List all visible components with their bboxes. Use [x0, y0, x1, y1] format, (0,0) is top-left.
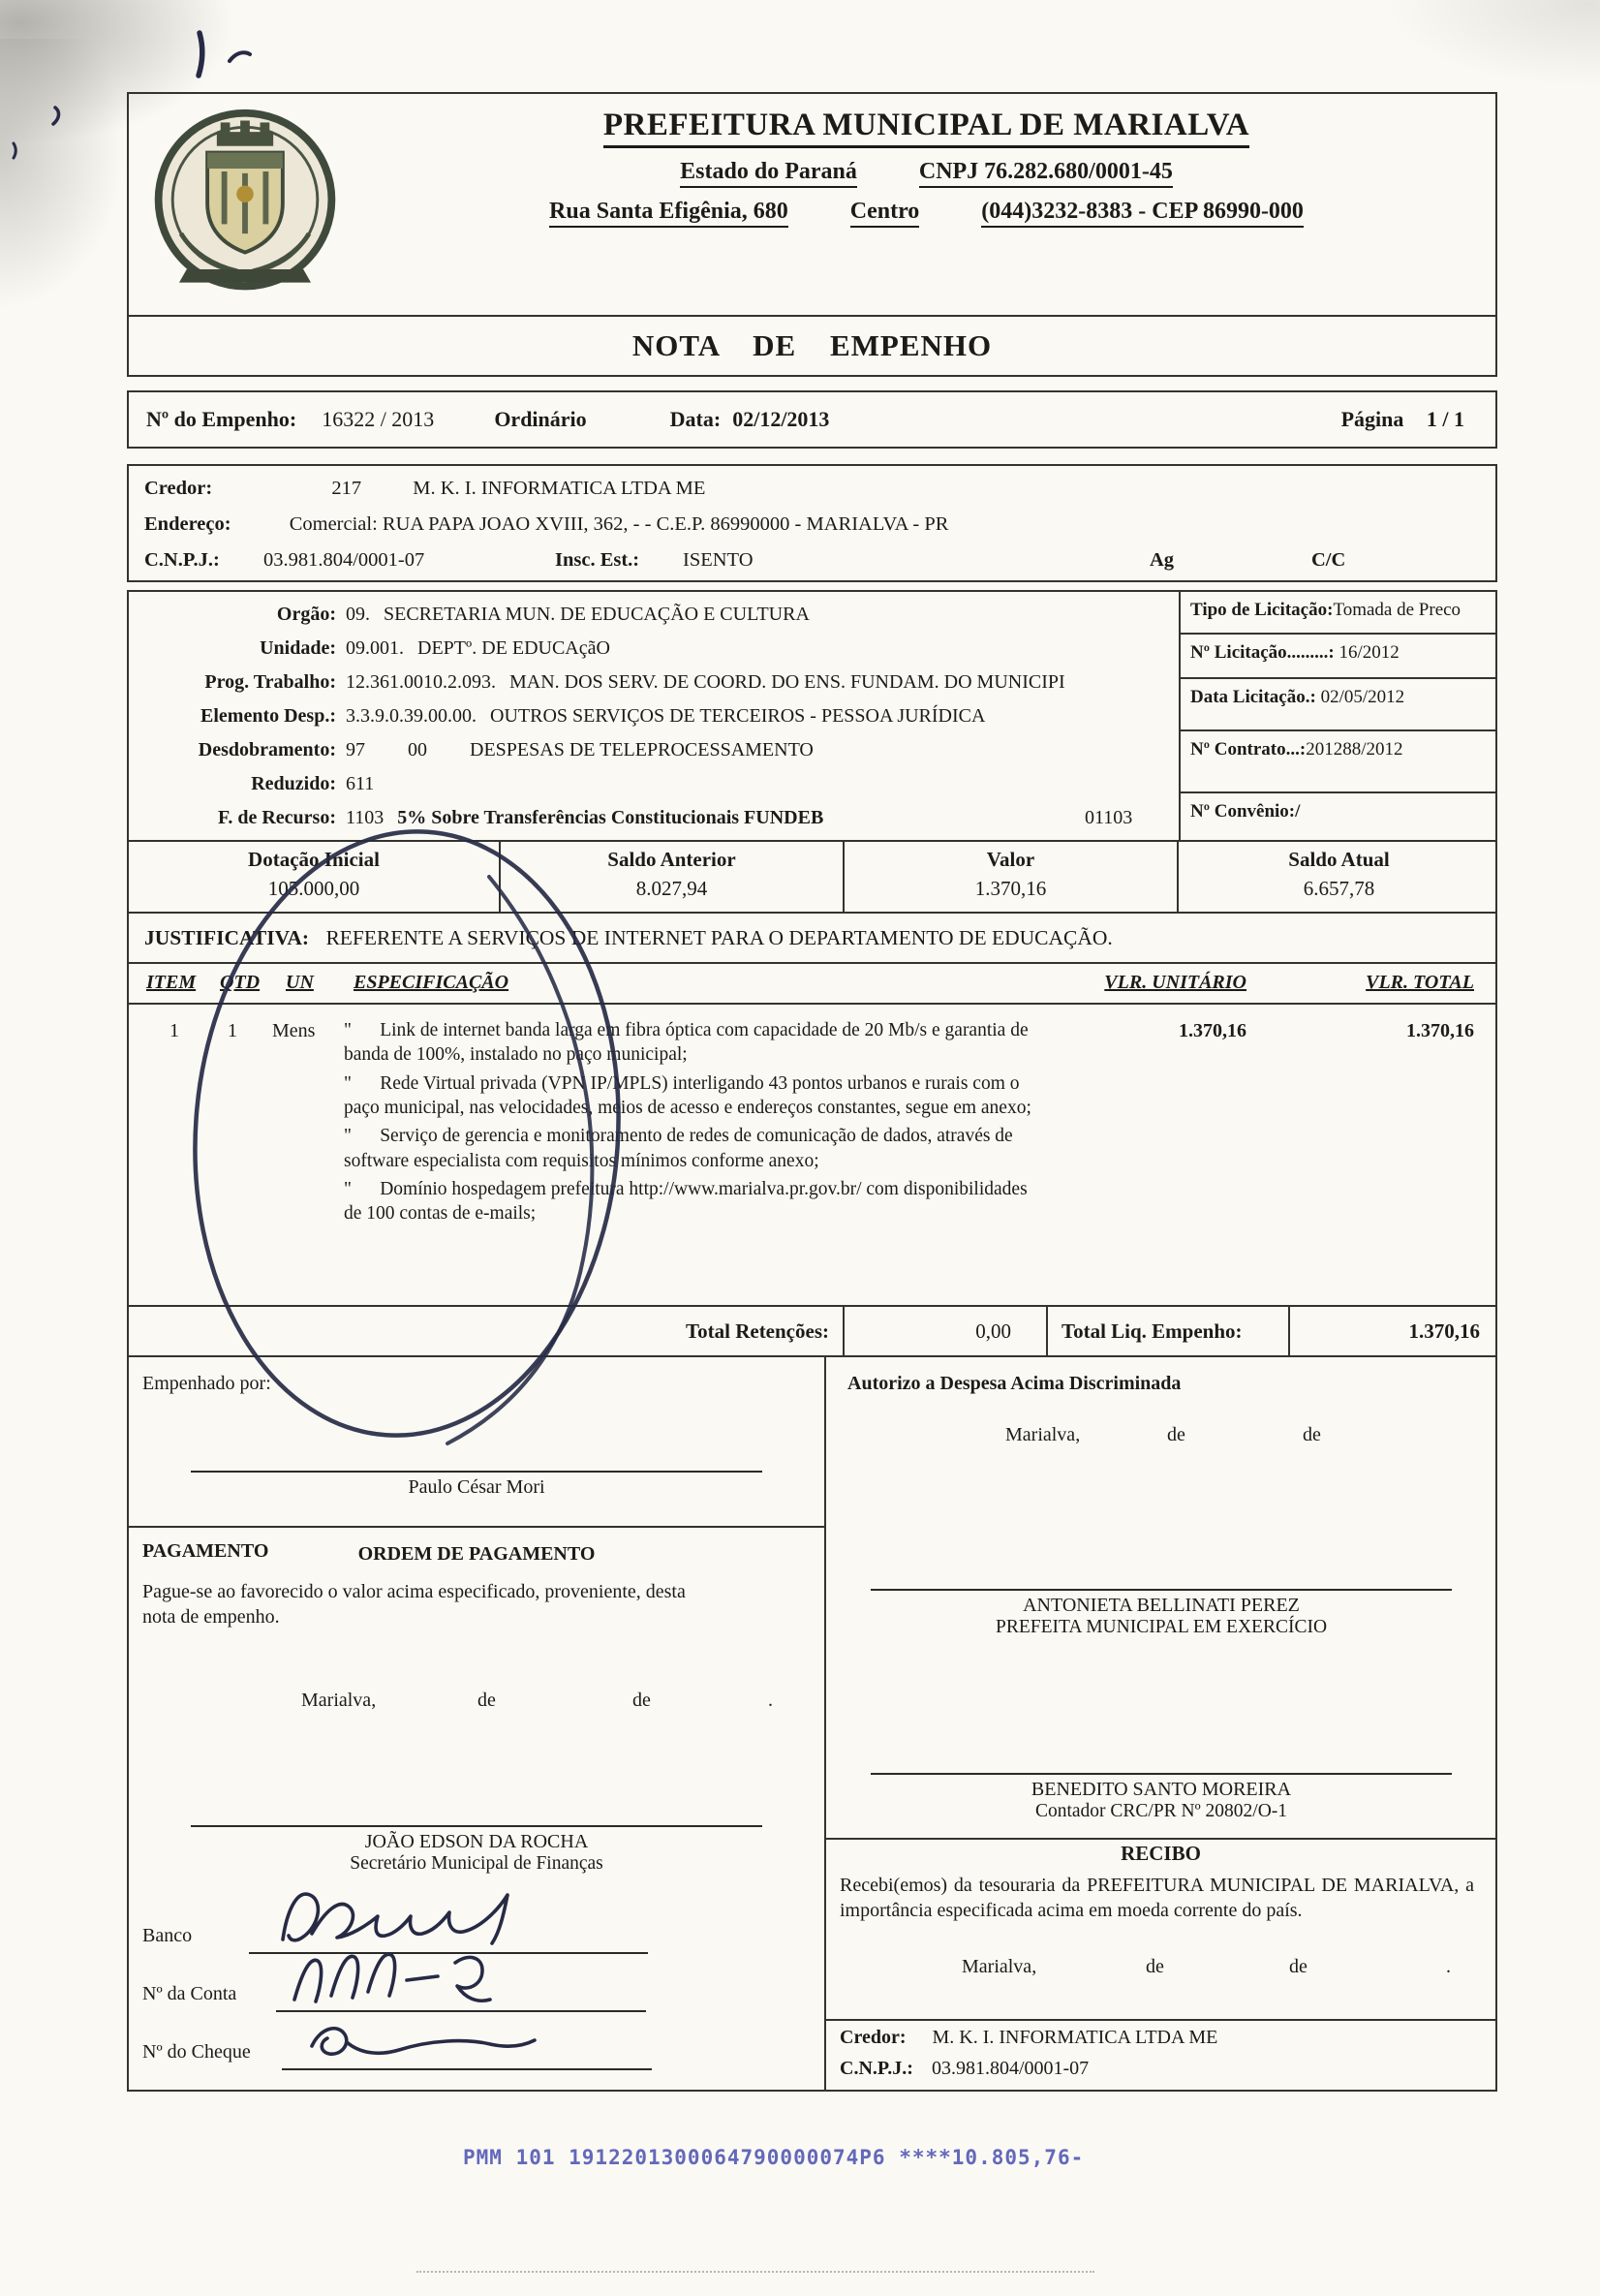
bidding-number-value: 16/2012: [1338, 642, 1400, 663]
bidding-info-column: [1179, 592, 1495, 840]
finance-secretary-title: Secretário Municipal de Finanças: [350, 1853, 603, 1874]
city-name: Marialva,: [1005, 1424, 1081, 1445]
net-total-label: Total Liq. Empenho:: [1048, 1307, 1290, 1355]
machine-print: PMM 101 1912201300064790000074P6 ****10.805,76-: [463, 2146, 1085, 2169]
prog-trabalho-description: MAN. DOS SERV. DE COORD. DO ENS. FUNDAM. DO MUNICIPI: [509, 671, 1065, 693]
item-unit-price: 1.370,16: [1179, 1020, 1246, 1041]
committed-by-label: Empenhado por:: [142, 1373, 271, 1394]
page-label: Página: [1340, 407, 1404, 431]
pen-mark-one: [199, 33, 202, 76]
orgao-label: Orgão:: [276, 604, 336, 625]
receipt-cnpj-label: C.N.P.J.:: [840, 2058, 913, 2079]
elemento-desp-label: Elemento Desp.:: [200, 705, 336, 727]
receipt-creditor-divider: [826, 2019, 1495, 2021]
desdobramento-label: Desdobramento:: [198, 739, 336, 760]
date-of-word: de: [1146, 1956, 1164, 1977]
page-indicator: [1341, 407, 1464, 432]
contract-number-value: 201288/2012: [1306, 739, 1403, 760]
state-registration-label: Insc. Est.:: [555, 549, 640, 571]
desdobramento-description: DESPESAS DE TELEPROCESSAMENTO: [470, 739, 814, 760]
date-label: Data:: [669, 407, 722, 431]
bidding-type-label: Tipo de Licitação:: [1190, 600, 1334, 620]
state-label: Estado do Paraná: [680, 159, 857, 188]
reduzido-row: [129, 767, 1179, 801]
pen-mark-tick: [230, 52, 250, 61]
bidding-date-value: 02/05/2012: [1320, 687, 1405, 707]
bidding-number-row: [1181, 635, 1495, 679]
accountant-title: Contador CRC/PR Nº 20802/O-1: [1034, 1801, 1288, 1821]
payment-column: [129, 1357, 826, 2090]
address-label: Endereço:: [144, 513, 231, 535]
desdobramento-code: 97: [346, 739, 365, 760]
check-fill-line: [282, 2068, 652, 2070]
payment-section-divider: [129, 1526, 824, 1528]
scan-smudge-left-edge: [0, 39, 126, 310]
state-registration-value: ISENTO: [683, 549, 754, 571]
items-table-header: [129, 964, 1495, 1005]
payment-order-text: Pague-se ao favorecido o valor acima especificado, proveniente, desta nota de empenho.: [142, 1581, 686, 1628]
retentions-total-value: 0,00: [845, 1307, 1048, 1355]
specification-column-header: ESPECIFICAÇÃO: [354, 972, 509, 993]
creditor-cnpj-row: [129, 543, 1495, 578]
pen-mark-apostrophe: [14, 143, 15, 158]
creditor-name: M. K. I. INFORMATICA LTDA ME: [413, 478, 706, 499]
receipt-creditor-name: M. K. I. INFORMATICA LTDA ME: [932, 2027, 1218, 2048]
desdobramento-code2: 00: [408, 739, 427, 760]
item-column-header: ITEM: [146, 972, 197, 993]
city-name: Marialva,: [962, 1956, 1037, 1977]
item-unit: Mens: [272, 1020, 316, 1041]
receipt-cnpj-line: [840, 2058, 1089, 2080]
street-address: Rua Santa Efigênia, 680: [549, 199, 788, 228]
municipality-name: PREFEITURA MUNICIPAL DE MARIALVA: [603, 108, 1249, 148]
nota-de-empenho-document: [127, 92, 1497, 2092]
initial-allocation-cell: [129, 842, 501, 912]
current-balance-label: Saldo Atual: [1288, 848, 1390, 871]
finance-secretary-name: JOÃO EDSON DA ROCHA: [364, 1831, 589, 1852]
empenho-number-label: Nº do Empenho:: [146, 407, 297, 431]
mayor-name: ANTONIETA BELLINATI PEREZ: [1023, 1595, 1300, 1616]
receipt-section-divider: [826, 1838, 1495, 1840]
justification-row: [127, 912, 1497, 964]
receipt-cnpj-value: 03.981.804/0001-07: [931, 2058, 1090, 2079]
date-value: 02/12/2013: [732, 407, 830, 431]
receipt-text: Recebi(emos) da tesouraria da PREFEITURA MUNICIPAL DE MARIALVA, a importância especificada acima em moeda corrente do país.: [840, 1875, 1474, 1921]
orgao-row: [129, 598, 1179, 632]
date-of-word: de: [1303, 1424, 1321, 1445]
empenho-number-row: [127, 390, 1497, 449]
creditor-label: Credor:: [144, 478, 213, 499]
receipt-title: RECIBO: [1121, 1842, 1201, 1865]
desdobramento-row: [129, 733, 1179, 767]
document-title: NOTA DE EMPENHO: [127, 315, 1497, 377]
agency-label: Ag: [1150, 549, 1175, 571]
creditor-box: [127, 464, 1497, 582]
current-balance-value: 6.657,78: [1303, 877, 1375, 900]
account-number-label: Nº da Conta: [142, 1983, 237, 2004]
pen-mark-comma: [53, 108, 59, 124]
fonte-recurso-description: 5% Sobre Transferências Constitucionais FUNDEB: [397, 807, 824, 828]
mayor-signature-block: [871, 1589, 1452, 1638]
unidade-row: [129, 632, 1179, 666]
creditor-code: 217: [331, 478, 362, 499]
fonte-recurso-final-code: 01103: [1085, 807, 1133, 828]
receipt-creditor-line: [840, 2027, 1217, 2049]
check-number-label: Nº do Cheque: [142, 2041, 251, 2063]
budget-classification: [129, 592, 1179, 840]
retentions-total-label: Total Retenções:: [129, 1307, 845, 1355]
items-table: [127, 962, 1497, 1307]
spec-paragraph: " Rede Virtual privada (VPN IP/MPLS) interligando 43 pontos urbanos e rurais com o paço municipal, nas velocidades, meios de acesso e endereços constantes, segue em anexo;: [344, 1072, 1031, 1119]
unit-column-header: UN: [286, 972, 314, 993]
orgao-code: 09.: [346, 604, 370, 625]
receipt-creditor-label: Credor:: [840, 2027, 907, 2048]
totals-row: [127, 1305, 1497, 1357]
item-total-price: 1.370,16: [1406, 1020, 1474, 1041]
signatures-section: [127, 1355, 1497, 2092]
scan-smudge-top-right: [1387, 0, 1600, 87]
authorization-title: Autorizo a Despesa Acima Discriminada: [847, 1373, 1182, 1394]
date-of-word: de: [1167, 1424, 1185, 1445]
net-total-value: 1.370,16: [1408, 1319, 1480, 1343]
unidade-description: DEPTº. DE EDUCAçãO: [417, 637, 610, 659]
committed-by-signature-block: [191, 1471, 762, 1499]
item-number: 1: [169, 1020, 179, 1041]
item-specification: [344, 1018, 1033, 1230]
initial-allocation-value: 105.000,00: [267, 877, 360, 900]
bank-fill-line: [249, 1952, 648, 1954]
phone-cep: (044)3232-8383 - CEP 86990-000: [981, 199, 1304, 228]
item-quantity: 1: [228, 1020, 237, 1041]
account-label: C/C: [1311, 549, 1346, 571]
fonte-recurso-label: F. de Recurso:: [217, 807, 336, 828]
orgao-description: SECRETARIA MUN. DE EDUCAÇÃO E CULTURA: [384, 604, 810, 625]
payment-order-title: ORDEM DE PAGAMENTO: [357, 1543, 596, 1565]
cnpj-label: C.N.P.J.:: [144, 549, 220, 571]
district: Centro: [850, 199, 920, 228]
municipality-cnpj: CNPJ 76.282.680/0001-45: [919, 159, 1173, 188]
city-name: Marialva,: [301, 1690, 377, 1711]
spec-paragraph: " Domínio hospedagem prefeitura http://www.marialva.pr.gov.br/ com disponibilidades de 100 contas de e-mails;: [344, 1179, 1032, 1225]
empenho-type: Ordinário: [494, 407, 587, 431]
agreement-number-row: [1181, 793, 1495, 838]
bidding-date-row: [1181, 679, 1495, 731]
bidding-type-value: Tomada de Preco: [1333, 600, 1462, 620]
empenho-number-value: 16322 / 2013: [322, 407, 435, 431]
fonte-recurso-code: 1103: [346, 807, 385, 828]
date-of-word: de: [632, 1690, 651, 1711]
contract-number-label: Nº Contrato...:: [1190, 739, 1307, 760]
previous-balance-value: 8.027,94: [635, 877, 708, 900]
justification-label: JUSTIFICATIVA:: [144, 926, 310, 949]
date-of-word: de: [1289, 1956, 1308, 1977]
previous-balance-cell: [501, 842, 845, 912]
period-mark: .: [1446, 1956, 1451, 1977]
current-balance-cell: [1179, 842, 1499, 912]
authorization-column: [826, 1357, 1495, 2090]
accountant-name: BENEDITO SANTO MOREIRA: [1031, 1779, 1292, 1800]
prog-trabalho-label: Prog. Trabalho:: [204, 671, 336, 693]
mayor-title: PREFEITA MUNICIPAL EM EXERCÍCIO: [995, 1617, 1328, 1637]
document-header: [127, 92, 1497, 317]
creditor-row: [129, 471, 1495, 507]
address-value: Comercial: RUA PAPA JOAO XVIII, 362, - - C.E.P. 86990000 - MARIALVA - PR: [289, 513, 949, 535]
committed-by-name: Paulo César Mori: [408, 1476, 545, 1498]
amount-value: 1.370,16: [974, 877, 1047, 900]
initial-allocation-label: Dotação Inicial: [248, 848, 380, 871]
total-price-column-header: VLR. TOTAL: [1366, 972, 1474, 993]
prog-trabalho-code: 12.361.0010.2.093.: [346, 671, 496, 693]
elemento-desp-code: 3.3.9.0.39.00.00.: [346, 705, 477, 727]
prog-trabalho-row: [129, 666, 1179, 699]
unidade-code: 09.001.: [346, 637, 404, 659]
scan-artifact-dotted-line: [416, 2271, 1094, 2273]
bank-label: Banco: [142, 1925, 193, 1946]
bidding-date-label: Data Licitação.:: [1190, 687, 1316, 707]
spec-paragraph: " Link de internet banda larga em fibra óptica com capacidade de 20 Mb/s e garantia de banda de 100%, instalado no paço municipal;: [344, 1020, 1033, 1066]
creditor-address-row: [129, 507, 1495, 543]
account-fill-line: [276, 2010, 646, 2012]
amount-cell: [845, 842, 1179, 912]
period-mark: .: [768, 1690, 773, 1711]
page-value: 1 / 1: [1426, 407, 1464, 431]
fonte-recurso-row: [129, 801, 1179, 835]
reduzido-label: Reduzido:: [251, 773, 336, 794]
justification-text: REFERENTE A SERVIÇOS DE INTERNET PARA O DEPARTAMENTO DE EDUCAÇÃO.: [325, 926, 1113, 949]
elemento-desp-row: [129, 699, 1179, 733]
unit-price-column-header: VLR. UNITÁRIO: [1104, 972, 1246, 993]
contract-number-row: [1181, 731, 1495, 793]
bidding-type-row: [1181, 592, 1495, 635]
elemento-desp-description: OUTROS SERVIÇOS DE TERCEIROS - PESSOA JURÍDICA: [490, 705, 986, 727]
date-of-word: de: [477, 1690, 496, 1711]
previous-balance-label: Saldo Anterior: [607, 848, 736, 871]
payment-title: PAGAMENTO: [142, 1540, 269, 1562]
bidding-number-label: Nº Licitação.........:: [1190, 642, 1335, 663]
reduzido-code: 611: [346, 773, 375, 794]
spec-paragraph: " Serviço de gerencia e monitoramento de redes de comunicação de dados, através de software especialista com requisitos mínimos conforme anexo;: [344, 1126, 1018, 1171]
qty-column-header: QTD: [220, 972, 261, 993]
cnpj-value: 03.981.804/0001-07: [262, 549, 425, 571]
agreement-number-label: Nº Convênio:/: [1190, 801, 1301, 822]
coat-of-arms-icon: [150, 104, 340, 303]
finance-secretary-signature-block: [191, 1825, 762, 1875]
accountant-signature-block: [871, 1773, 1452, 1822]
balances-row: [127, 840, 1497, 914]
amount-label: Valor: [986, 848, 1035, 871]
unidade-label: Unidade:: [260, 637, 336, 659]
budget-classification-box: [127, 590, 1497, 842]
